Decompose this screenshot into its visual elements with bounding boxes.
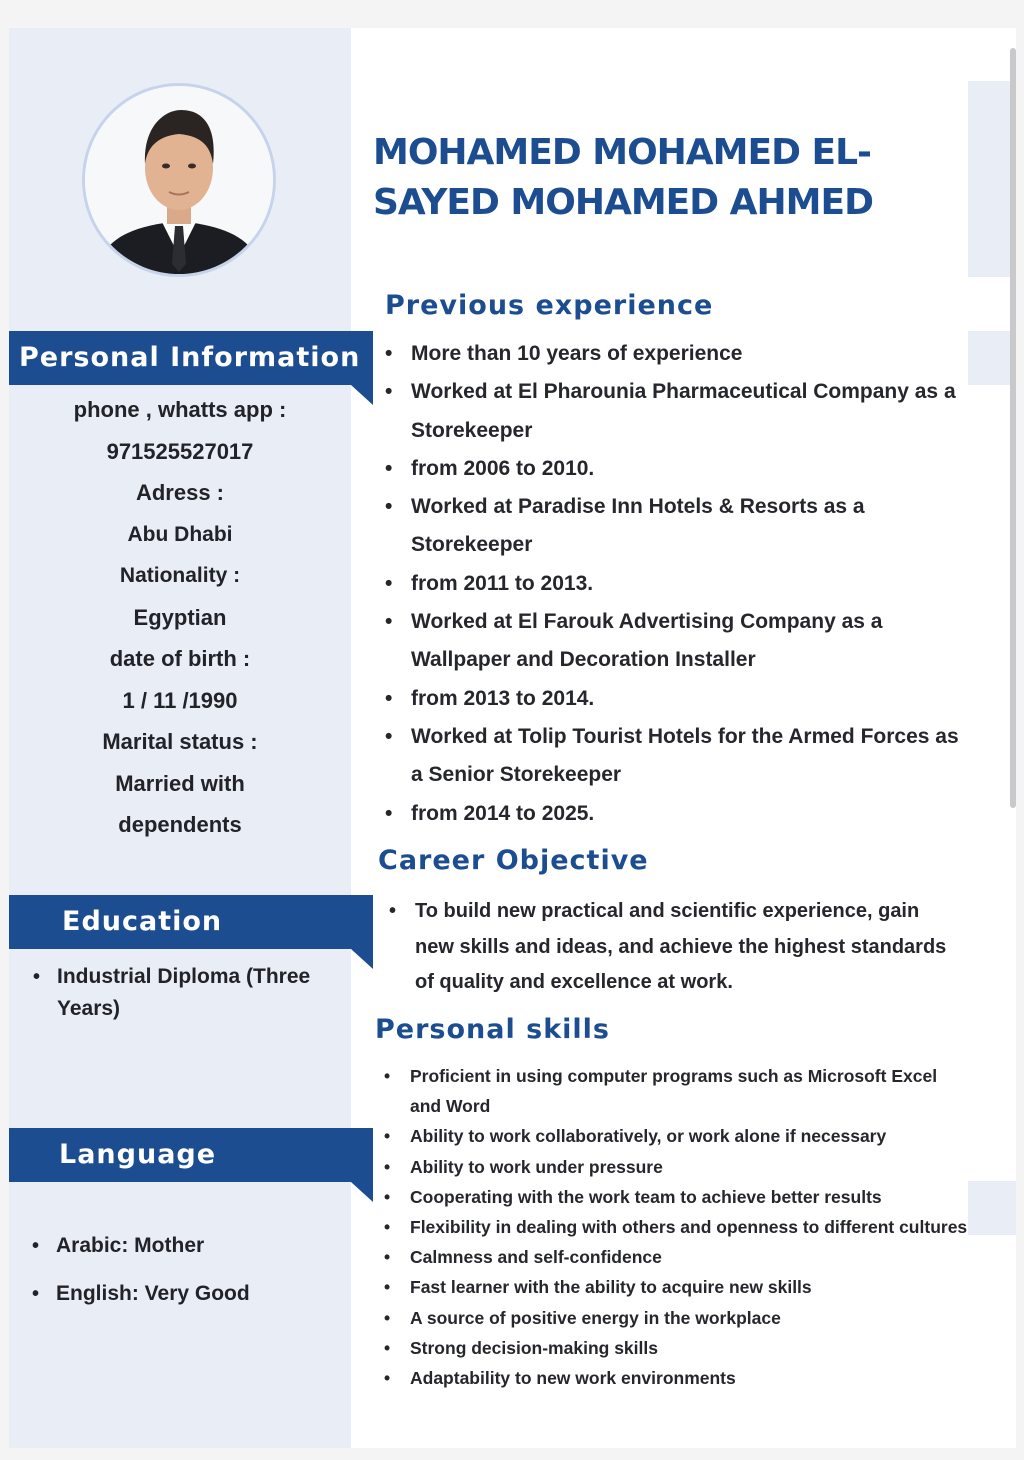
skill-item: • Fast learner with the ability to acquire new skills <box>380 1272 970 1302</box>
education-list <box>29 961 347 1025</box>
decorative-block <box>968 331 1016 385</box>
name-line2: SAYED MOHAMED AHMED <box>373 182 873 223</box>
skill-item: • Strong decision-making skills <box>380 1333 970 1363</box>
skill-item: • Flexibility in dealing with others and openness to different cultures <box>380 1212 970 1242</box>
experience-item: • from 2011 to 2013. <box>381 565 961 603</box>
ribbon-fold <box>351 949 373 969</box>
education-item: • Industrial Diploma (Three Years) <box>29 961 347 1025</box>
skill-item: • Ability to work collaboratively, or work alone if necessary <box>380 1121 970 1151</box>
language-item: • Arabic: Mother <box>28 1222 346 1270</box>
nationality-value: Egyptian <box>133 604 227 630</box>
skill-item: • Calmness and self-confidence <box>380 1242 970 1272</box>
candidate-name <box>373 128 933 228</box>
address-label: Adress : <box>135 480 225 505</box>
education-title: Education <box>62 906 223 937</box>
scrollbar[interactable] <box>1010 48 1016 808</box>
experience-item: • Worked at El Pharounia Pharmaceutical Company as a Storekeeper <box>381 373 961 450</box>
experience-item: • Worked at El Farouk Advertising Company as a Wallpaper and Decoration Installer <box>381 603 961 680</box>
language-title: Language <box>59 1139 217 1170</box>
phone-value: 971525527017 <box>106 438 254 464</box>
address-value: Abu Dhabi <box>127 522 233 546</box>
experience-list <box>381 335 961 833</box>
name-line1: MOHAMED MOHAMED EL- <box>373 132 871 173</box>
marital-label: Marital status : <box>102 729 258 754</box>
dob-label: date of birth : <box>109 646 251 671</box>
skill-item: • A source of positive energy in the workplace <box>380 1303 970 1333</box>
decorative-block <box>968 1181 1016 1235</box>
skill-item: • Cooperating with the work team to achieve better results <box>380 1182 970 1212</box>
experience-item: • Worked at Paradise Inn Hotels & Resorts as a Storekeeper <box>381 488 961 565</box>
language-header <box>9 1128 373 1182</box>
objective-list <box>385 894 955 1001</box>
skill-item: • Ability to work under pressure <box>380 1152 970 1182</box>
person-avatar-icon <box>85 86 273 274</box>
skill-item: • Adaptability to new work environments <box>380 1363 970 1393</box>
experience-item: • from 2014 to 2025. <box>381 795 961 833</box>
phone-label: phone , whatts app : <box>73 397 287 422</box>
skills-list <box>380 1061 970 1393</box>
experience-item: • from 2013 to 2014. <box>381 680 961 718</box>
personal-info-header <box>9 331 373 385</box>
experience-item: • Worked at Tolip Tourist Hotels for the Armed Forces as a Senior Storekeeper <box>381 718 961 795</box>
marital-value-line2: dependents <box>118 812 242 837</box>
experience-item: • from 2006 to 2010. <box>381 450 961 488</box>
experience-title: Previous experience <box>385 290 714 321</box>
language-list <box>28 1222 346 1318</box>
experience-item: • More than 10 years of experience <box>381 335 961 373</box>
decorative-block <box>968 81 1016 277</box>
language-item: • English: Very Good <box>28 1270 346 1318</box>
personal-info-title: Personal Information <box>19 342 361 373</box>
profile-photo <box>82 83 276 277</box>
skill-item: • Proficient in using computer programs such as Microsoft Excel and Word <box>380 1061 970 1121</box>
resume-page <box>9 28 1016 1448</box>
education-header <box>9 895 373 949</box>
objective-item: • To build new practical and scientific experience, gain new skills and ideas, and achieve the highest standards of quality and excellence at work. <box>385 894 955 1001</box>
ribbon-fold <box>351 385 373 405</box>
dob-value: 1 / 11 /1990 <box>122 687 238 713</box>
marital-value-line1: Married with <box>115 770 245 796</box>
skills-title: Personal skills <box>375 1014 610 1045</box>
objective-title: Career Objective <box>378 845 649 876</box>
ribbon-fold <box>351 1182 373 1202</box>
personal-info-list <box>9 389 351 846</box>
nationality-label: Nationality : <box>119 564 241 587</box>
